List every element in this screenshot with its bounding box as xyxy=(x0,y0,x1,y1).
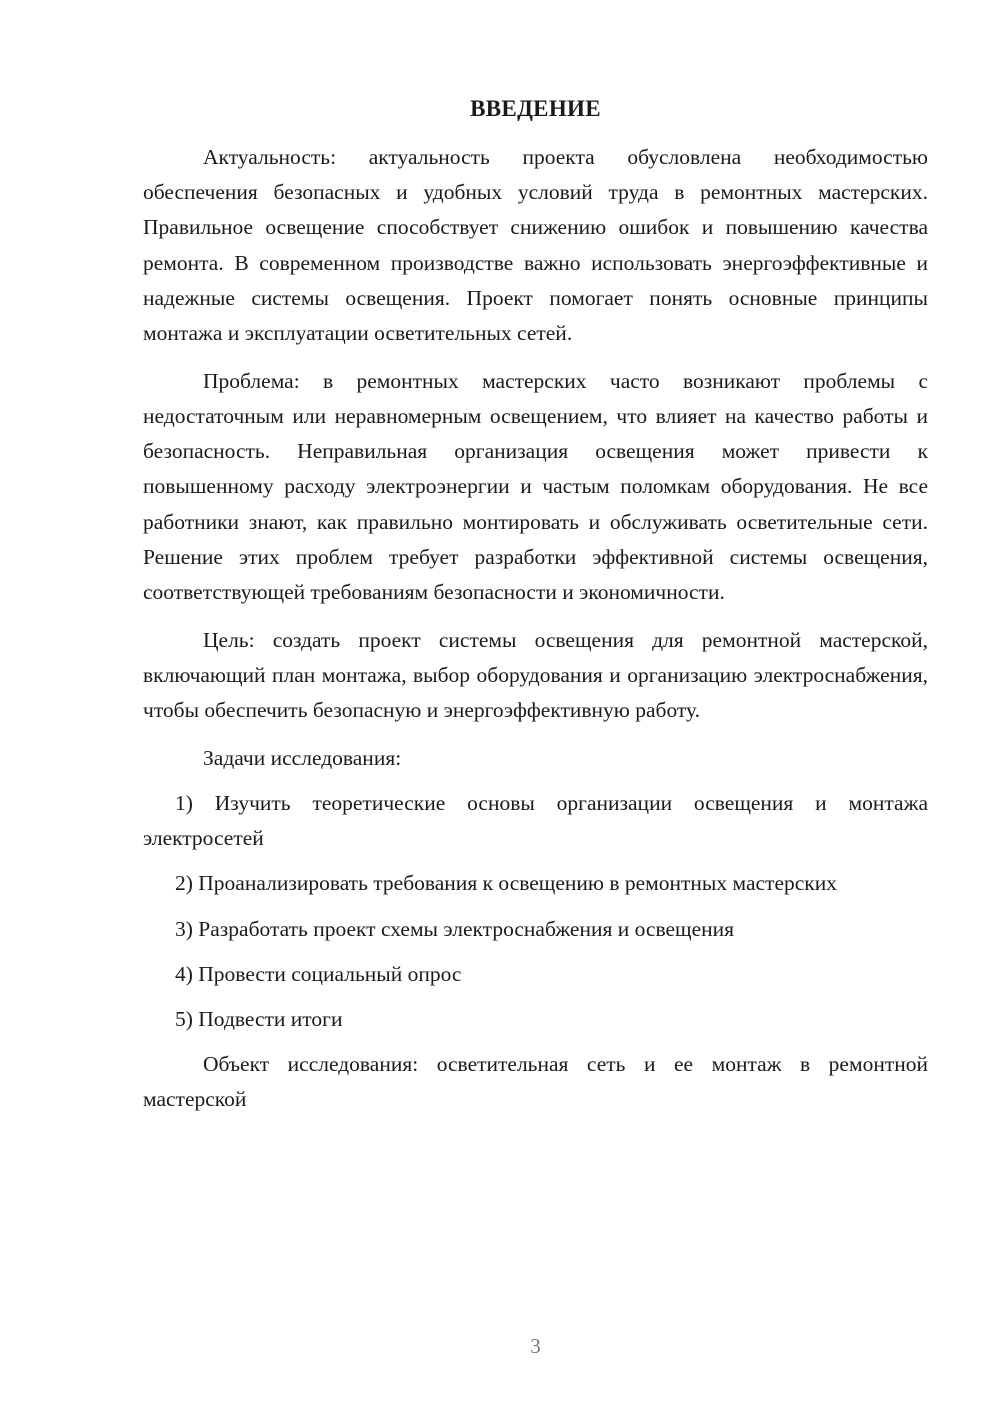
task-item-2: 2) Проанализировать требования к освещению в ремонтных мастерских xyxy=(175,871,837,896)
page-title: ВВЕДЕНИЕ xyxy=(470,96,601,121)
goal-paragraph: Цель: создать проект системы освещения для ремонтной мастерской, включающий план монтажа, выбор оборудования и организацию электроснабжения, чтобы обеспечить безопасную и энергоэффективную работу. xyxy=(143,627,928,723)
task-item-4: 4) Провести социальный опрос xyxy=(175,961,462,986)
tasks-heading: Задачи исследования: xyxy=(203,745,402,770)
task-item-5: 5) Подвести итоги xyxy=(175,1006,343,1031)
relevance-paragraph: Актуальность: актуальность проекта обусловлена необходимостью обеспечения безопасных и удобных условий труда в ремонтных мастерских. Правильное освещение способствует снижению ошибок и повышению качества ремонта. В современном производстве важно использовать энергоэффективные и надежные системы освещения. Проект помогает понять основные принципы монтажа и эксплуатации осветительных сетей. xyxy=(143,145,928,346)
page-number: 3 xyxy=(530,1334,541,1358)
problem-paragraph: Проблема: в ремонтных мастерских часто возникают проблемы с недостаточным или неравномерным освещением, что влияет на качество работы и безопасность. Неправильная организация освещения может привести к повышенному расходу электроэнергии и частым поломкам оборудования. Не все работники знают, как правильно монтировать и обслуживать осветительные сети. Решение этих проблем требует разработки эффективной системы освещения, соответствующей требованиям безопасности и экономичности. xyxy=(143,368,928,604)
task-item-1: 1) Изучить теоретические основы организации освещения и монтажа электросетей xyxy=(143,790,928,851)
object-paragraph: Объект исследования: осветительная сеть и ее монтаж в ремонтной мастерской xyxy=(143,1052,928,1112)
document-body xyxy=(143,140,928,1130)
task-item-3: 3) Разработать проект схемы электроснабжения и освещения xyxy=(175,916,735,941)
document-page xyxy=(143,0,928,1414)
